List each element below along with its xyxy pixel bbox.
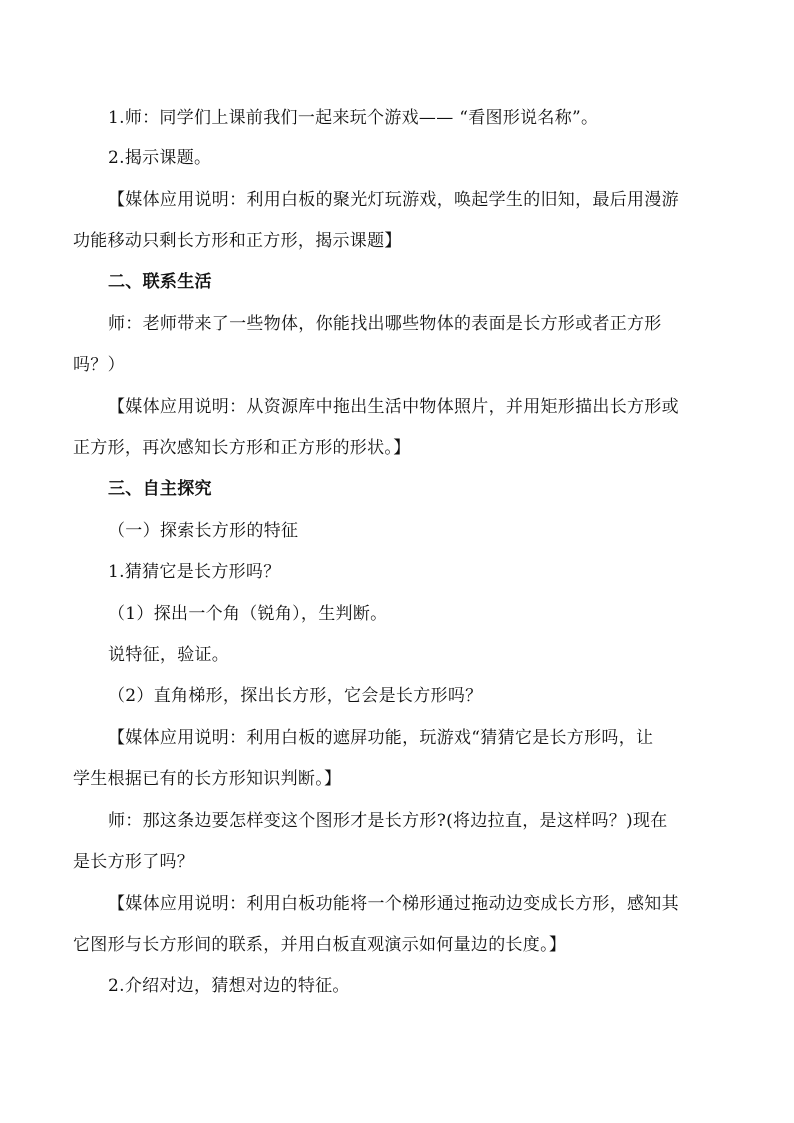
- section-heading: 二、联系生活: [108, 272, 212, 292]
- subsection-heading: （一）探索长方形的特征: [108, 521, 299, 541]
- media-note-line: 学生根据已有的长方形知识判断。】: [73, 769, 342, 789]
- media-note-line: 正方形，再次感知长方形和正方形的形状。】: [73, 438, 411, 458]
- paragraph-line: 2.揭示课题。: [108, 148, 212, 168]
- media-note-line: 【媒体应用说明：利用白板的聚光灯玩游戏，唤起学生的旧知，最后用漫游: [108, 190, 679, 210]
- paragraph-line: （1）探出一个角（锐角），生判断。: [108, 604, 388, 624]
- media-note-line: 【媒体应用说明：利用白板的遮屏功能，玩游戏“猜猜它是长方形吗，让: [108, 728, 654, 748]
- media-note-line: 它图形与长方形间的联系，并用白板直观演示如何量边的长度。】: [73, 935, 567, 955]
- media-note-line: 【媒体应用说明：从资源库中拖出生活中物体照片，并用矩形描出长方形或: [108, 397, 679, 417]
- paragraph-line: 说特征，验证。: [108, 645, 230, 665]
- paragraph-line: 吗？）: [73, 355, 125, 375]
- paragraph-line: 师：那这条边要怎样变这个图形才是长方形?(将边拉直，是这样吗？)现在: [108, 811, 668, 831]
- paragraph-line: （2）直角梯形，探出长方形，它会是长方形吗？: [108, 686, 483, 706]
- paragraph-line: 1.师：同学们上课前我们一起来玩个游戏—— “看图形说名称”。: [108, 108, 599, 128]
- paragraph-line: 1.猜猜它是长方形吗？: [108, 562, 281, 582]
- media-note-line: 功能移动只剩长方形和正方形，揭示课题】: [73, 231, 402, 251]
- paragraph-line: 2.介绍对边，猜想对边的特征。: [108, 976, 350, 996]
- section-heading: 三、自主探究: [108, 479, 212, 499]
- paragraph-line: 是长方形了吗？: [73, 852, 195, 872]
- paragraph-line: 师：老师带来了一些物体，你能找出哪些物体的表面是长方形或者正方形: [108, 314, 662, 334]
- media-note-line: 【媒体应用说明：利用白板功能将一个梯形通过拖动边变成长方形，感知其: [108, 894, 679, 914]
